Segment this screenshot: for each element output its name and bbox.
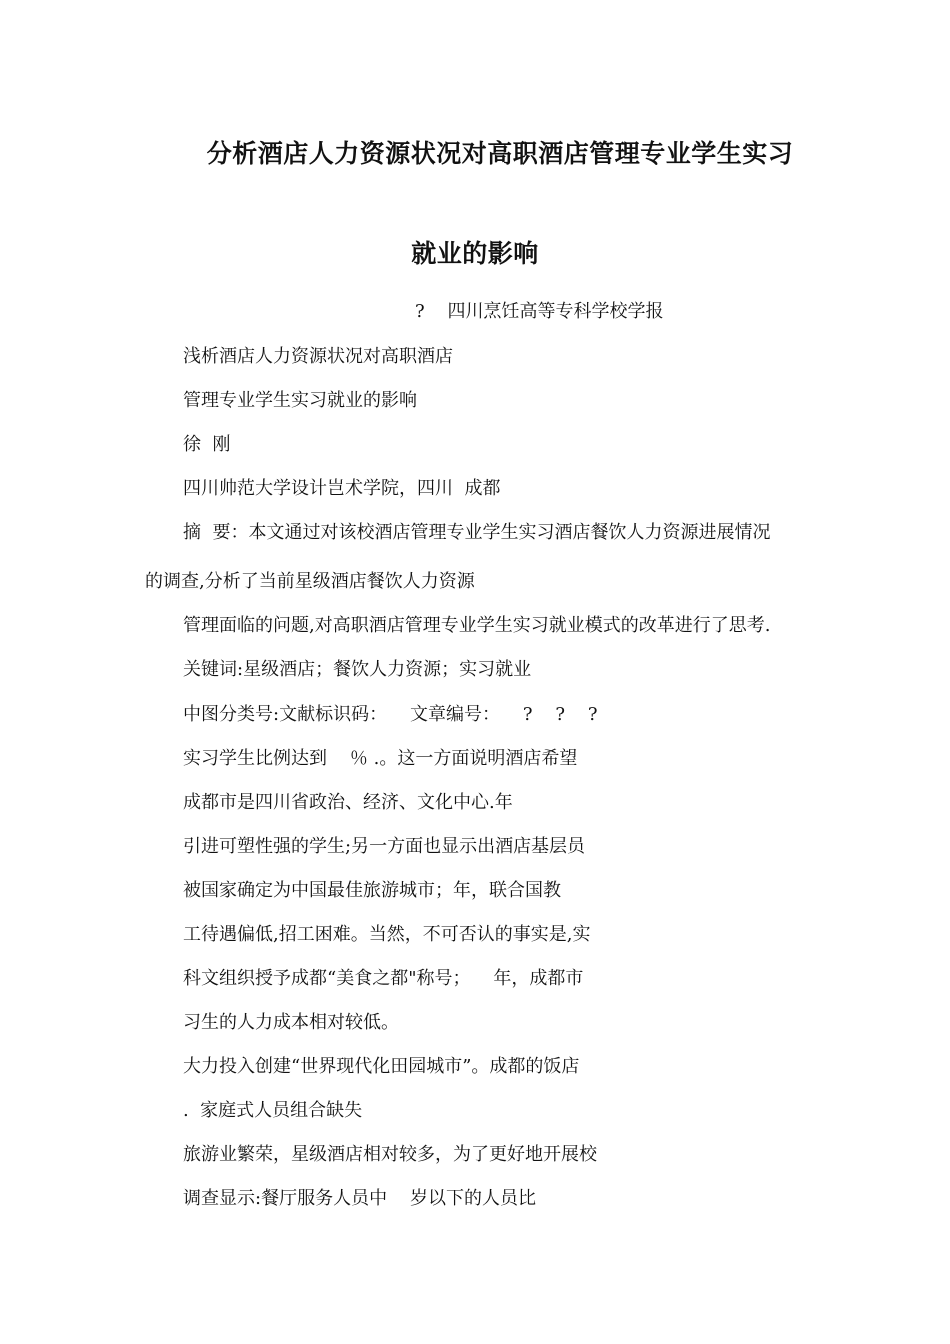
document-title-line-1: 分析酒店人力资源状况对高职酒店管理专业学生实习 — [206, 139, 794, 168]
journal-source: ? 四川烹饪高等专科学校学报 — [415, 301, 664, 322]
body-line: 大力投入创建“世界现代化田园城市”。成都的饭店 — [183, 1056, 580, 1077]
body-line: 成都市是四川省政治、经济、文化中心.年 — [183, 792, 513, 813]
body-line: 浅析酒店人力资源状况对高职酒店 — [183, 346, 453, 367]
body-line: 引进可塑性强的学生;另一方面也显示出酒店基层员 — [183, 836, 586, 857]
body-line: 习生的人力成本相对较低。 — [183, 1012, 399, 1033]
classification-line: 中图分类号:文献标识码： 文章编号： ? ? ? — [183, 704, 598, 725]
author-affiliation: 四川帅范大学设计岂术学院，四川 成都 — [183, 478, 501, 499]
body-line: 被国家确定为中国最佳旅游城市；年，联合国教 — [183, 880, 561, 901]
abstract-line: 管理面临的问题,对高职酒店管理专业学生实习就业模式的改革进行了思考. — [183, 615, 771, 636]
abstract-line: 的调查,分析了当前星级酒店餐饮人力资源 — [145, 571, 475, 592]
author-name: 徐 刚 — [183, 434, 231, 455]
body-line: 科文组织授予成都“美食之都"称号； 年，成都市 — [183, 968, 584, 989]
body-line: 工待遇偏低,招工困难。当然，不可否认的事实是,实 — [183, 924, 591, 945]
document-title-line-2: 就业的影响 — [411, 239, 539, 268]
body-line: 管理专业学生实习就业的影响 — [183, 390, 417, 411]
abstract-line: 摘 要：本文通过对该校酒店管理专业学生实习酒店餐饮人力资源进展情况 — [183, 522, 771, 543]
keywords-line: 关键词:星级酒店；餐饮人力资源；实习就业 — [183, 659, 532, 680]
body-line: 实习学生比例达到 ％ .。这一方面说明酒店希望 — [183, 748, 578, 769]
body-line: 调查显示:餐厅服务人员中 岁以下的人员比 — [183, 1188, 536, 1209]
section-heading: . 家庭式人员组合缺失 — [183, 1100, 363, 1121]
body-line: 旅游业繁荣，星级酒店相对较多，为了更好地开展校 — [183, 1144, 597, 1165]
